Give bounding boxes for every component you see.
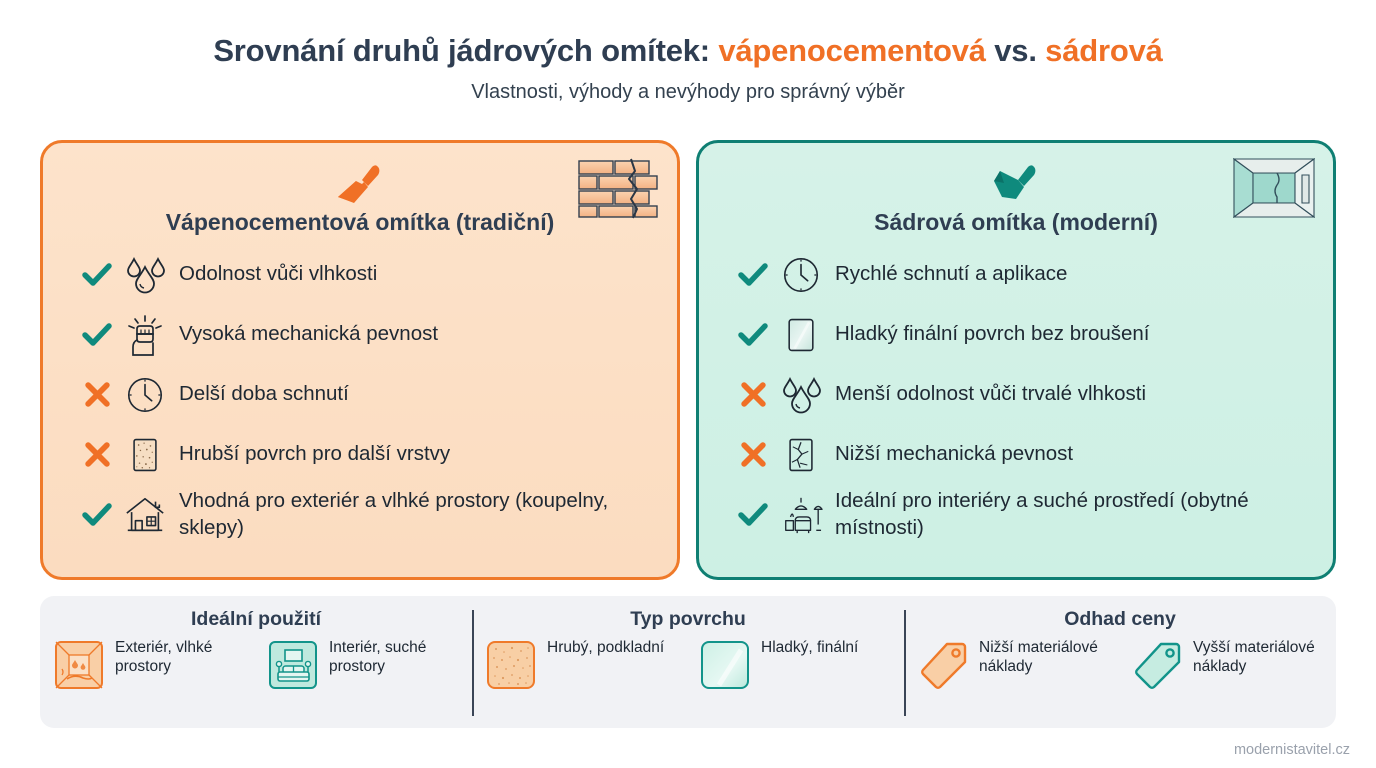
cross-icon: [75, 381, 119, 408]
clock-icon: [119, 374, 171, 416]
summary-item-label: Exteriér, vlhké prostory: [115, 639, 213, 676]
summary-section-price: [904, 596, 1336, 728]
cross-icon: [75, 441, 119, 468]
price-tag-icon: [1131, 639, 1183, 691]
summary-heading: Typ povrchu: [630, 608, 746, 630]
summary-item-label: Interiér, suché prostory: [329, 639, 427, 676]
wet-room-icon: [53, 639, 105, 691]
cracked-panel-icon: [775, 435, 827, 475]
summary-items: [914, 637, 1326, 691]
smooth-swatch-icon: [699, 639, 751, 691]
summary-item-label: Hrubý, podkladní: [547, 639, 665, 656]
interior-room-icon: [1233, 157, 1315, 219]
summary-item: [53, 637, 245, 691]
feature-row: [75, 246, 655, 303]
rough-swatch-icon: [485, 639, 537, 691]
water-drops-icon: [775, 375, 827, 415]
feature-label: Menší odolnost vůči trvalé vlhkosti: [835, 382, 1147, 406]
trowel-icon: [65, 157, 655, 213]
feature-label: Odolnost vůči vlhkosti: [179, 262, 378, 286]
summary-item: [917, 637, 1109, 691]
summary-item: [699, 637, 891, 691]
page-title: [0, 34, 1376, 69]
bedroom-icon: [267, 639, 319, 691]
card-lime-plaster: [40, 140, 680, 580]
page-title-part-2: vs.: [985, 33, 1046, 68]
house-icon: [119, 493, 171, 537]
page-title-part-1: Srovnání druhů jádrových omítek:: [213, 33, 719, 68]
card-lime-title: Vápenocementová omítka (tradiční): [165, 209, 555, 235]
feature-row: [75, 306, 655, 363]
feature-label: Hrubší povrch pro další vrstvy: [179, 442, 451, 466]
feature-label: Vhodná pro exteriér a vlhké prostory (koupelny, sklepy): [179, 489, 609, 539]
strong-fist-icon: [119, 313, 171, 357]
summary-item-label: Nižší materiálové náklady: [979, 639, 1098, 676]
feature-row: [731, 246, 1311, 303]
smooth-surface-icon: [775, 315, 827, 355]
water-drops-icon: [119, 255, 171, 295]
feature-row: [75, 366, 655, 423]
summary-heading: Odhad ceny: [1064, 608, 1176, 630]
summary-heading: Ideální použití: [191, 608, 321, 630]
card-gypsum-title: Sádrová omítka (moderní): [874, 209, 1158, 235]
trowel-icon: [721, 157, 1311, 213]
summary-item: [1131, 637, 1323, 691]
clock-icon: [775, 254, 827, 296]
feature-row: [731, 366, 1311, 423]
check-icon: [75, 503, 119, 527]
feature-label: Hladký finální povrch bez broušení: [835, 322, 1150, 346]
summary-bar: [40, 596, 1336, 728]
feature-row: [75, 426, 655, 483]
feature-row: [731, 426, 1311, 483]
header: [0, 0, 1376, 104]
feature-row: [75, 486, 655, 543]
summary-items: [482, 637, 894, 691]
feature-row: [731, 306, 1311, 363]
check-icon: [731, 263, 775, 287]
page-title-accent-1: vápenocementová: [718, 33, 986, 68]
card-gypsum-feature-list: [721, 246, 1311, 543]
summary-item-label: Hladký, finální: [761, 639, 859, 656]
source-attribution: modernistavitel.cz: [1233, 742, 1350, 758]
price-tag-icon: [917, 639, 969, 691]
page-title-accent-2: sádrová: [1045, 33, 1163, 68]
check-icon: [731, 323, 775, 347]
summary-item: [485, 637, 677, 691]
rough-surface-icon: [119, 435, 171, 475]
summary-items: [50, 637, 462, 691]
page-subtitle: Vlastnosti, výhody a nevýhody pro správný výběr: [471, 80, 905, 103]
cross-icon: [731, 441, 775, 468]
comparison-cards: [40, 140, 1336, 580]
check-icon: [731, 503, 775, 527]
feature-row: [731, 486, 1311, 543]
cross-icon: [731, 381, 775, 408]
summary-section-surface: [472, 596, 904, 728]
living-room-icon: [775, 494, 827, 536]
summary-item-label: Vyšší materiálové náklady: [1193, 639, 1315, 676]
feature-label: Vysoká mechanická pevnost: [179, 322, 439, 346]
summary-section-usage: [40, 596, 472, 728]
check-icon: [75, 323, 119, 347]
card-gypsum-plaster: [696, 140, 1336, 580]
card-lime-feature-list: [65, 246, 655, 543]
check-icon: [75, 263, 119, 287]
brick-wall-crack-icon: [577, 157, 659, 219]
feature-label: Rychlé schnutí a aplikace: [835, 262, 1068, 286]
feature-label: Delší doba schnutí: [179, 382, 349, 406]
feature-label: Ideální pro interiéry a suché prostředí (obytné místnosti): [835, 489, 1249, 539]
summary-item: [267, 637, 459, 691]
feature-label: Nižší mechanická pevnost: [835, 442, 1074, 466]
